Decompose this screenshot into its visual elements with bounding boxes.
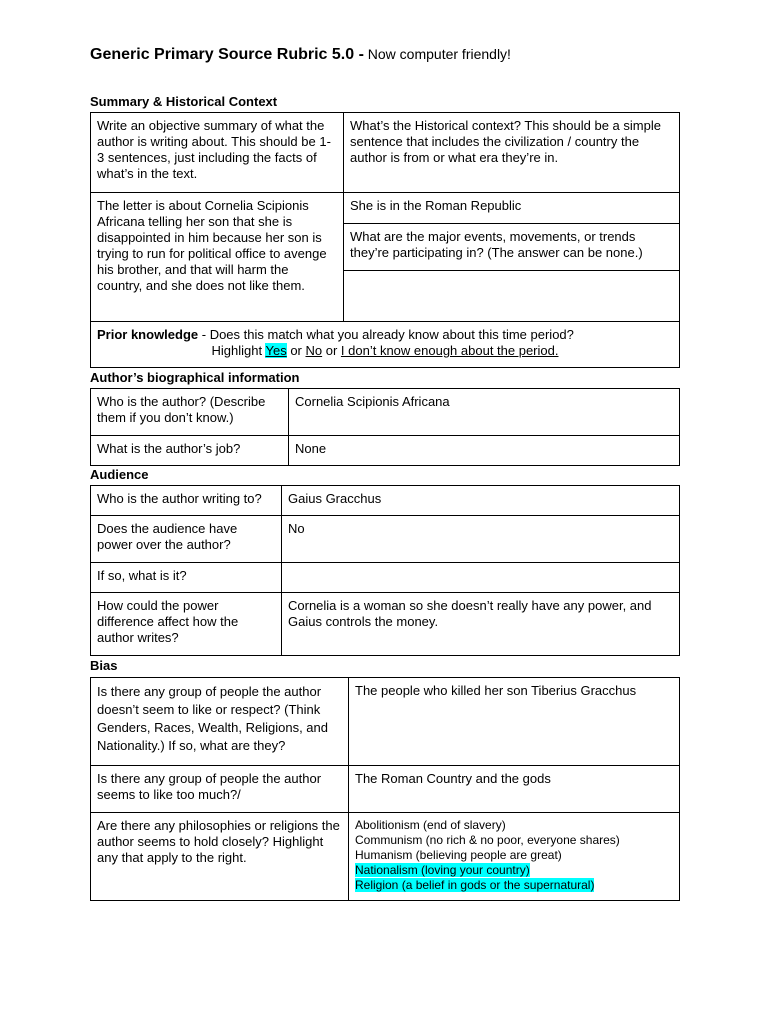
author-answer-cell[interactable] (289, 389, 680, 436)
option-religion-label: Religion (a belief in gods or the supernatural) (355, 878, 595, 892)
bias-dislike-answer: The people who killed her son Tiberius Gracchus (355, 683, 637, 698)
author-table (90, 388, 680, 466)
power-what-question-cell (91, 563, 282, 593)
option-abolitionism-label: Abolitionism (end of slavery) (355, 818, 506, 832)
author-job-answer-cell[interactable] (289, 436, 680, 466)
audience-table (90, 485, 680, 656)
bias-like-question: Is there any group of people the author seems to like too much?/ (97, 771, 322, 802)
audience-section-heading: Audience (90, 467, 149, 482)
option-nationalism[interactable] (355, 863, 673, 878)
summary-table (90, 112, 680, 368)
audience-power-answer-cell[interactable] (282, 516, 680, 563)
prior-knowledge-question: - Does this match what you already know about this time period? (198, 327, 574, 342)
philosophy-question: Are there any philosophies or religions the author seems to hold closely? Highlight any that apply to the right. (97, 818, 340, 865)
audience-power-answer: No (288, 521, 305, 536)
option-yes[interactable]: Yes (265, 343, 287, 358)
summary-prompt: Write an objective summary of what the author is writing about. This should be 1-3 sentences, just including the facts of what’s in the text. (97, 118, 331, 181)
or-separator-1: or (286, 343, 306, 358)
option-dont-know[interactable]: I don’t know enough about the period. (340, 343, 559, 358)
option-humanism-label: Humanism (believing people are great) (355, 848, 562, 862)
audience-answer: Gaius Gracchus (288, 491, 382, 506)
summary-prompt-cell (91, 113, 344, 193)
bias-like-question-cell (91, 766, 349, 813)
philosophy-options-cell (349, 813, 680, 901)
audience-power-question: Does the audience have power over the author? (97, 521, 238, 552)
audience-question: Who is the author writing to? (97, 491, 262, 506)
author-question-cell (91, 389, 289, 436)
title-subtitle: Now computer friendly! (363, 46, 511, 62)
author-job-question: What is the author’s job? (97, 441, 241, 456)
author-answer: Cornelia Scipionis Africana (295, 394, 450, 409)
prior-knowledge-options (97, 343, 673, 359)
bias-table (90, 677, 680, 901)
power-effect-answer-cell[interactable] (282, 593, 680, 656)
option-abolitionism[interactable] (355, 818, 673, 833)
title-main: Generic Primary Source Rubric 5.0 - (90, 46, 364, 63)
bias-dislike-question-cell (91, 678, 349, 766)
bias-section-heading: Bias (90, 658, 118, 673)
option-religion[interactable] (355, 878, 673, 893)
power-what-answer-cell[interactable] (282, 563, 680, 593)
bias-like-answer: The Roman Country and the gods (355, 771, 551, 786)
option-humanism[interactable] (355, 848, 673, 863)
power-effect-answer: Cornelia is a woman so she doesn’t really have any power, and Gaius controls the money. (288, 598, 652, 629)
summary-section-heading: Summary & Historical Context (90, 94, 278, 109)
audience-question-cell (91, 486, 282, 516)
summary-answer-cell[interactable] (91, 193, 344, 322)
power-effect-question-cell (91, 593, 282, 656)
author-section-heading: Author’s biographical information (90, 370, 300, 385)
prior-knowledge-cell (91, 322, 680, 368)
option-communism[interactable] (355, 833, 673, 848)
bias-like-answer-cell[interactable] (349, 766, 680, 813)
author-job-question-cell (91, 436, 289, 466)
author-job-answer: None (295, 441, 327, 456)
option-communism-label: Communism (no rich & no poor, everyone shares) (355, 833, 620, 847)
audience-power-question-cell (91, 516, 282, 563)
option-nationalism-label: Nationalism (loving your country) (355, 863, 530, 877)
highlight-instruction: Highlight (211, 343, 266, 358)
author-question: Who is the author? (Describe them if you don’t know.) (97, 394, 266, 425)
events-prompt: What are the major events, movements, or trends they’re participating in? (The answer can be none.) (350, 229, 643, 260)
context-prompt: What’s the Historical context? This should be a simple sentence that includes the civilization / country the author is from or what era they’re in. (350, 118, 661, 165)
prior-knowledge-label: Prior knowledge (97, 327, 199, 342)
page-title (90, 46, 511, 64)
context-answer-cell[interactable] (344, 193, 680, 224)
summary-answer: The letter is about Cornelia Scipionis Africana telling her son that she is disappointed in him because her son is trying to run for political office to avenge his brother, and that will harm the country, and she does not like them. (97, 198, 327, 293)
power-effect-question: How could the power difference affect how the author writes? (97, 598, 239, 645)
or-separator-2: or (322, 343, 341, 358)
context-answer: She is in the Roman Republic (350, 198, 522, 213)
context-prompt-cell (344, 113, 680, 193)
events-answer-cell[interactable] (344, 271, 680, 322)
philosophy-question-cell (91, 813, 349, 901)
bias-dislike-question: Is there any group of people the author doesn’t seem to like or respect? (Think Genders, Races, Wealth, Religions, and Nationality.) If so, what are they? (97, 684, 328, 753)
power-what-question: If so, what is it? (97, 568, 187, 583)
events-prompt-cell (344, 224, 680, 271)
option-no[interactable]: No (305, 343, 323, 358)
bias-dislike-answer-cell[interactable] (349, 678, 680, 766)
audience-answer-cell[interactable] (282, 486, 680, 516)
prior-knowledge-question-line (97, 327, 673, 343)
